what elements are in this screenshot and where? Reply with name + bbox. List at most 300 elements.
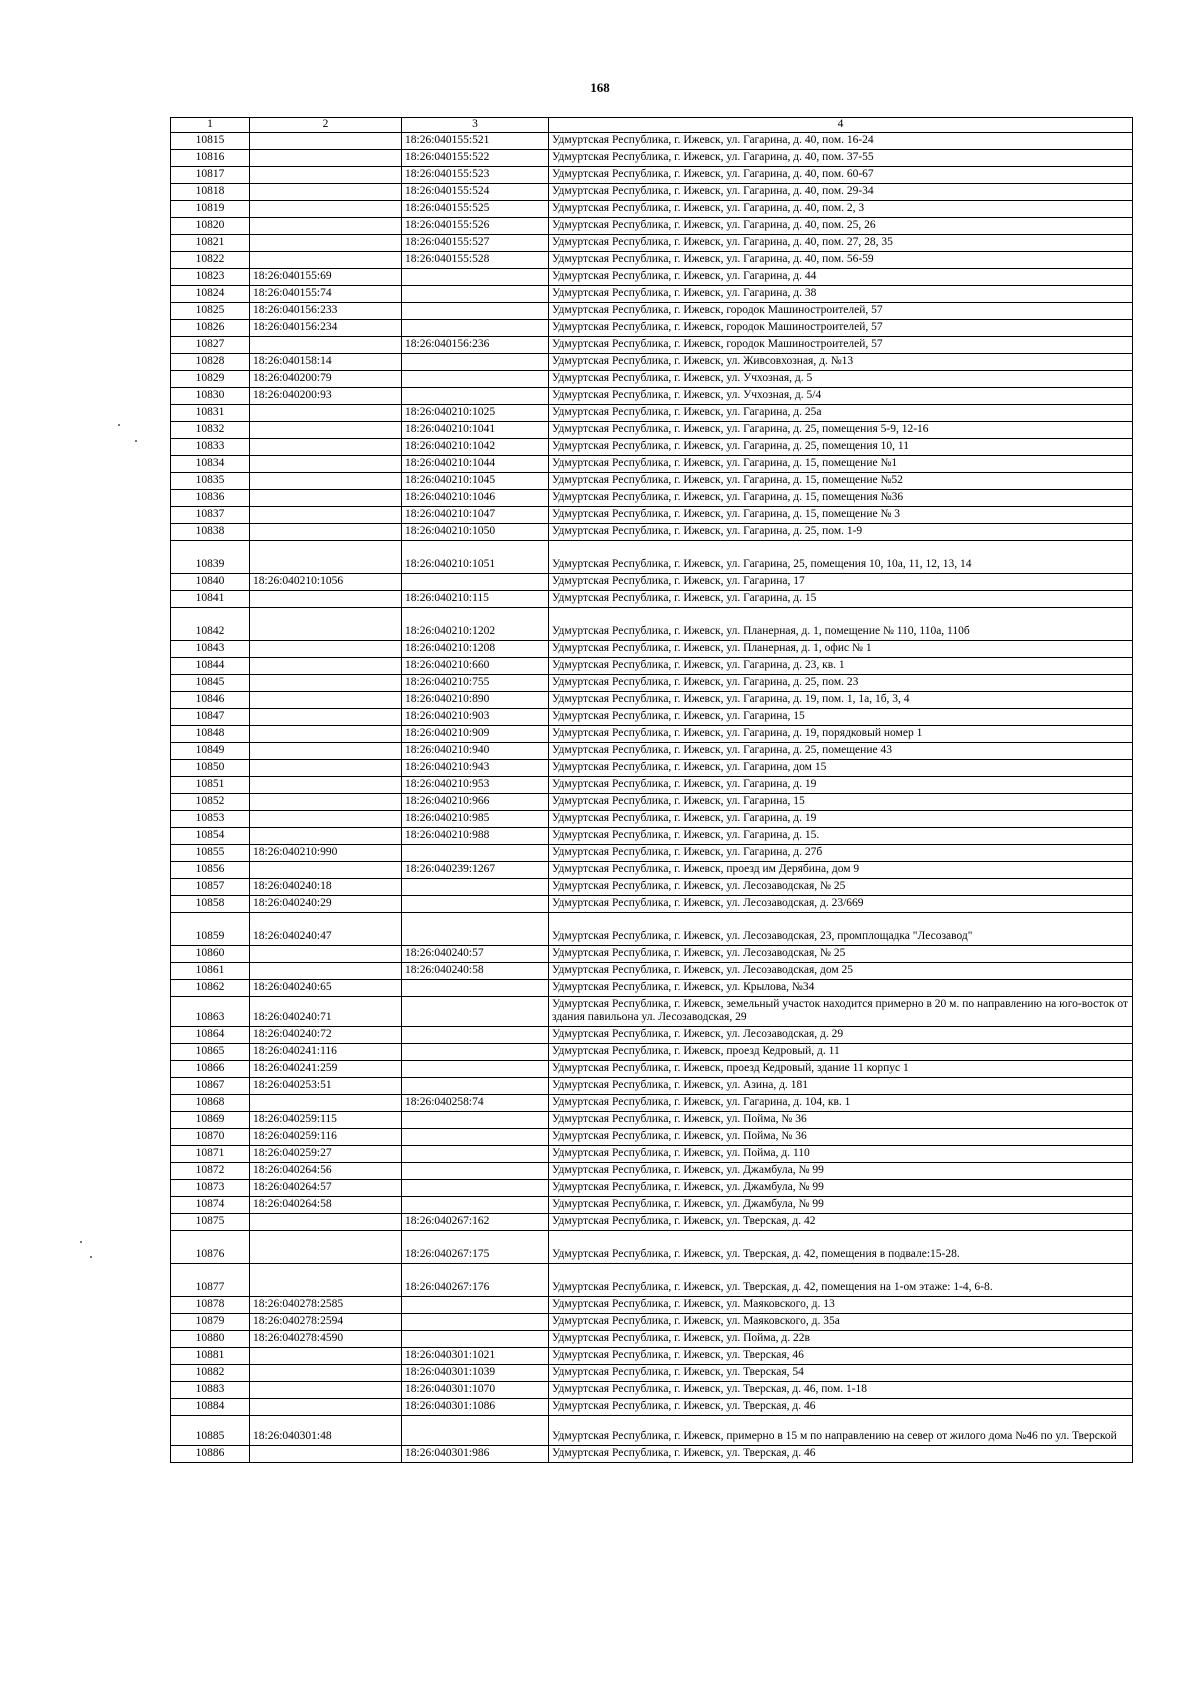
object-cadastral-number: 18:26:040240:57 <box>402 946 549 963</box>
land-cadastral-number: 18:26:040240:18 <box>250 879 402 896</box>
address: Удмуртская Республика, г. Ижевск, ул. Тверская, д. 46, пом. 1-18 <box>549 1382 1133 1399</box>
table-row <box>171 794 1133 811</box>
object-cadastral-number <box>402 388 549 405</box>
object-cadastral-number: 18:26:040210:1050 <box>402 524 549 541</box>
land-cadastral-number <box>250 252 402 269</box>
address: Удмуртская Республика, г. Ижевск, ул. Планерная, д. 1, помещение № 110, 110а, 110б <box>549 608 1133 641</box>
table-row <box>171 1264 1133 1297</box>
object-cadastral-number: 18:26:040210:1041 <box>402 422 549 439</box>
address: Удмуртская Республика, г. Ижевск, ул. Тверская, 54 <box>549 1365 1133 1382</box>
object-cadastral-number: 18:26:040267:175 <box>402 1231 549 1264</box>
column-header: 2 <box>250 118 402 133</box>
table-row <box>171 405 1133 422</box>
address: Удмуртская Республика, г. Ижевск, ул. Гагарина, д. 15, помещение № 3 <box>549 507 1133 524</box>
row-number: 10871 <box>171 1146 250 1163</box>
row-number: 10854 <box>171 828 250 845</box>
land-cadastral-number: 18:26:040240:71 <box>250 997 402 1027</box>
object-cadastral-number <box>402 1416 549 1446</box>
row-number: 10824 <box>171 286 250 303</box>
table-row <box>171 150 1133 167</box>
table-row <box>171 828 1133 845</box>
address: Удмуртская Республика, г. Ижевск, ул. Джамбула, № 99 <box>549 1180 1133 1197</box>
table-row <box>171 879 1133 896</box>
address: Удмуртская Республика, г. Ижевск, ул. Маяковского, д. 13 <box>549 1297 1133 1314</box>
object-cadastral-number: 18:26:040210:115 <box>402 591 549 608</box>
address: Удмуртская Республика, г. Ижевск, ул. Гагарина, д. 40, пом. 37-55 <box>549 150 1133 167</box>
object-cadastral-number: 18:26:040155:528 <box>402 252 549 269</box>
land-cadastral-number <box>250 167 402 184</box>
table-row <box>171 1399 1133 1416</box>
address: Удмуртская Республика, г. Ижевск, ул. Маяковского, д. 35а <box>549 1314 1133 1331</box>
table-row <box>171 167 1133 184</box>
object-cadastral-number <box>402 1180 549 1197</box>
object-cadastral-number: 18:26:040155:525 <box>402 201 549 218</box>
table-row <box>171 591 1133 608</box>
address: Удмуртская Республика, г. Ижевск, ул. Гагарина, 25, помещения 10, 10а, 11, 12, 13, 14 <box>549 541 1133 574</box>
object-cadastral-number: 18:26:040301:1021 <box>402 1348 549 1365</box>
table-row <box>171 456 1133 473</box>
address: Удмуртская Республика, г. Ижевск, ул. Учхозная, д. 5 <box>549 371 1133 388</box>
land-cadastral-number <box>250 1446 402 1463</box>
table-row <box>171 541 1133 574</box>
table-row <box>171 303 1133 320</box>
object-cadastral-number: 18:26:040155:524 <box>402 184 549 201</box>
address: Удмуртская Республика, г. Ижевск, ул. Джамбула, № 99 <box>549 1197 1133 1214</box>
address: Удмуртская Республика, г. Ижевск, ул. Учхозная, д. 5/4 <box>549 388 1133 405</box>
object-cadastral-number <box>402 1078 549 1095</box>
table-row <box>171 913 1133 946</box>
land-cadastral-number <box>250 456 402 473</box>
object-cadastral-number: 18:26:040210:1025 <box>402 405 549 422</box>
row-number: 10885 <box>171 1416 250 1446</box>
table-row <box>171 1146 1133 1163</box>
address: Удмуртская Республика, г. Ижевск, ул. Лесозаводская, № 25 <box>549 879 1133 896</box>
address: Удмуртская Республика, г. Ижевск, ул. Гагарина, д. 15 <box>549 591 1133 608</box>
object-cadastral-number: 18:26:040210:1047 <box>402 507 549 524</box>
object-cadastral-number: 18:26:040301:1070 <box>402 1382 549 1399</box>
row-number: 10866 <box>171 1061 250 1078</box>
land-cadastral-number <box>250 235 402 252</box>
land-cadastral-number: 18:26:040210:1056 <box>250 574 402 591</box>
land-cadastral-number <box>250 608 402 641</box>
land-cadastral-number <box>250 150 402 167</box>
land-cadastral-number <box>250 1399 402 1416</box>
table-row <box>171 574 1133 591</box>
table-row <box>171 1163 1133 1180</box>
table-row <box>171 354 1133 371</box>
object-cadastral-number: 18:26:040210:755 <box>402 675 549 692</box>
address: Удмуртская Республика, г. Ижевск, ул. Гагарина, д. 25, пом. 23 <box>549 675 1133 692</box>
object-cadastral-number: 18:26:040267:176 <box>402 1264 549 1297</box>
row-number: 10873 <box>171 1180 250 1197</box>
table-row <box>171 439 1133 456</box>
table-row <box>171 184 1133 201</box>
address: Удмуртская Республика, г. Ижевск, ул. Гагарина, д. 40, пом. 25, 26 <box>549 218 1133 235</box>
row-number: 10829 <box>171 371 250 388</box>
table-row <box>171 1382 1133 1399</box>
address: Удмуртская Республика, г. Ижевск, ул. Гагарина, д. 25, помещения 5-9, 12-16 <box>549 422 1133 439</box>
row-number: 10864 <box>171 1027 250 1044</box>
address: Удмуртская Республика, г. Ижевск, ул. Пойма, № 36 <box>549 1129 1133 1146</box>
row-number: 10861 <box>171 963 250 980</box>
row-number: 10826 <box>171 320 250 337</box>
land-cadastral-number <box>250 828 402 845</box>
address: Удмуртская Республика, г. Ижевск, ул. Гагарина, д. 15, помещение №1 <box>549 456 1133 473</box>
table-row <box>171 422 1133 439</box>
object-cadastral-number <box>402 1129 549 1146</box>
land-cadastral-number: 18:26:040259:27 <box>250 1146 402 1163</box>
row-number: 10844 <box>171 658 250 675</box>
row-number: 10869 <box>171 1112 250 1129</box>
address: Удмуртская Республика, г. Ижевск, ул. Тверская, д. 42, помещения на 1-ом этаже: 1-4, 6-8. <box>549 1264 1133 1297</box>
object-cadastral-number: 18:26:040301:986 <box>402 1446 549 1463</box>
object-cadastral-number: 18:26:040210:1051 <box>402 541 549 574</box>
object-cadastral-number <box>402 1027 549 1044</box>
table-row <box>171 726 1133 743</box>
land-cadastral-number <box>250 218 402 235</box>
table-row <box>171 997 1133 1027</box>
land-cadastral-number <box>250 1264 402 1297</box>
object-cadastral-number <box>402 997 549 1027</box>
table-row <box>171 709 1133 726</box>
land-cadastral-number <box>250 743 402 760</box>
row-number: 10860 <box>171 946 250 963</box>
object-cadastral-number: 18:26:040155:526 <box>402 218 549 235</box>
address: Удмуртская Республика, г. Ижевск, ул. Гагарина, 15 <box>549 794 1133 811</box>
land-cadastral-number <box>250 726 402 743</box>
table-row <box>171 1231 1133 1264</box>
object-cadastral-number: 18:26:040210:940 <box>402 743 549 760</box>
table-row <box>171 133 1133 150</box>
table-row <box>171 388 1133 405</box>
row-number: 10839 <box>171 541 250 574</box>
land-cadastral-number: 18:26:040301:48 <box>250 1416 402 1446</box>
row-number: 10819 <box>171 201 250 218</box>
object-cadastral-number <box>402 354 549 371</box>
land-cadastral-number <box>250 439 402 456</box>
scan-speck <box>118 424 120 426</box>
row-number: 10837 <box>171 507 250 524</box>
object-cadastral-number: 18:26:040240:58 <box>402 963 549 980</box>
land-cadastral-number: 18:26:040240:72 <box>250 1027 402 1044</box>
table-row <box>171 896 1133 913</box>
address: Удмуртская Республика, г. Ижевск, ул. Гагарина, д. 27б <box>549 845 1133 862</box>
address: Удмуртская Республика, г. Ижевск, проезд Кедровый, д. 11 <box>549 1044 1133 1061</box>
table-row <box>171 473 1133 490</box>
address: Удмуртская Республика, г. Ижевск, ул. Джамбула, № 99 <box>549 1163 1133 1180</box>
table-row <box>171 692 1133 709</box>
address: Удмуртская Республика, г. Ижевск, ул. Гагарина, д. 40, пом. 16-24 <box>549 133 1133 150</box>
object-cadastral-number: 18:26:040155:522 <box>402 150 549 167</box>
table-row <box>171 743 1133 760</box>
land-cadastral-number <box>250 184 402 201</box>
object-cadastral-number <box>402 1044 549 1061</box>
address: Удмуртская Республика, г. Ижевск, ул. Гагарина, дом 15 <box>549 760 1133 777</box>
row-number: 10875 <box>171 1214 250 1231</box>
row-number: 10846 <box>171 692 250 709</box>
row-number: 10853 <box>171 811 250 828</box>
row-number: 10834 <box>171 456 250 473</box>
address: Удмуртская Республика, г. Ижевск, проезд Кедровый, здание 11 корпус 1 <box>549 1061 1133 1078</box>
land-cadastral-number: 18:26:040240:47 <box>250 913 402 946</box>
table-row <box>171 777 1133 794</box>
row-number: 10884 <box>171 1399 250 1416</box>
row-number: 10878 <box>171 1297 250 1314</box>
land-cadastral-number: 18:26:040210:990 <box>250 845 402 862</box>
land-cadastral-number <box>250 675 402 692</box>
table-row <box>171 1348 1133 1365</box>
row-number: 10872 <box>171 1163 250 1180</box>
object-cadastral-number <box>402 879 549 896</box>
land-cadastral-number <box>250 422 402 439</box>
row-number: 10823 <box>171 269 250 286</box>
object-cadastral-number: 18:26:040210:890 <box>402 692 549 709</box>
table-row <box>171 845 1133 862</box>
land-cadastral-number: 18:26:040264:58 <box>250 1197 402 1214</box>
address: Удмуртская Республика, г. Ижевск, ул. Гагарина, д. 25а <box>549 405 1133 422</box>
object-cadastral-number: 18:26:040210:903 <box>402 709 549 726</box>
land-cadastral-number <box>250 1365 402 1382</box>
land-cadastral-number: 18:26:040156:234 <box>250 320 402 337</box>
row-number: 10851 <box>171 777 250 794</box>
address: Удмуртская Республика, г. Ижевск, городок Машиностроителей, 57 <box>549 337 1133 354</box>
land-cadastral-number: 18:26:040200:93 <box>250 388 402 405</box>
object-cadastral-number <box>402 1197 549 1214</box>
table-row <box>171 1129 1133 1146</box>
row-number: 10822 <box>171 252 250 269</box>
address: Удмуртская Республика, г. Ижевск, ул. Гагарина, д. 25, помещения 10, 11 <box>549 439 1133 456</box>
address: Удмуртская Республика, г. Ижевск, примерно в 15 м по направлению на север от жилого дома №46 по ул. Тверской <box>549 1416 1133 1446</box>
land-cadastral-number: 18:26:040264:56 <box>250 1163 402 1180</box>
address: Удмуртская Республика, г. Ижевск, ул. Гагарина, д. 15, помещение №52 <box>549 473 1133 490</box>
table-row <box>171 980 1133 997</box>
land-cadastral-number <box>250 760 402 777</box>
address: Удмуртская Республика, г. Ижевск, ул. Гагарина, д. 38 <box>549 286 1133 303</box>
row-number: 10883 <box>171 1382 250 1399</box>
land-cadastral-number <box>250 1382 402 1399</box>
table-row <box>171 1112 1133 1129</box>
scan-speck <box>135 440 137 442</box>
land-cadastral-number: 18:26:040278:2585 <box>250 1297 402 1314</box>
land-cadastral-number <box>250 133 402 150</box>
address: Удмуртская Республика, г. Ижевск, ул. Гагарина, д. 25, пом. 1-9 <box>549 524 1133 541</box>
row-number: 10840 <box>171 574 250 591</box>
table-row <box>171 1331 1133 1348</box>
address: Удмуртская Республика, г. Ижевск, ул. Гагарина, д. 15. <box>549 828 1133 845</box>
object-cadastral-number: 18:26:040258:74 <box>402 1095 549 1112</box>
table-row <box>171 1365 1133 1382</box>
land-cadastral-number <box>250 862 402 879</box>
object-cadastral-number: 18:26:040210:1046 <box>402 490 549 507</box>
land-cadastral-number <box>250 794 402 811</box>
land-cadastral-number <box>250 473 402 490</box>
land-cadastral-number: 18:26:040155:69 <box>250 269 402 286</box>
column-header: 4 <box>549 118 1133 133</box>
address: Удмуртская Республика, г. Ижевск, ул. Тверская, 46 <box>549 1348 1133 1365</box>
table-row <box>171 862 1133 879</box>
table-row <box>171 1214 1133 1231</box>
land-cadastral-number: 18:26:040240:65 <box>250 980 402 997</box>
table-row <box>171 286 1133 303</box>
table-row <box>171 201 1133 218</box>
address: Удмуртская Республика, г. Ижевск, ул. Гагарина, д. 15, помещения №36 <box>549 490 1133 507</box>
table-row <box>171 760 1133 777</box>
table-row <box>171 811 1133 828</box>
address: Удмуртская Республика, г. Ижевск, ул. Гагарина, д. 19 <box>549 811 1133 828</box>
address: Удмуртская Республика, г. Ижевск, ул. Гагарина, д. 104, кв. 1 <box>549 1095 1133 1112</box>
row-number: 10845 <box>171 675 250 692</box>
row-number: 10882 <box>171 1365 250 1382</box>
row-number: 10830 <box>171 388 250 405</box>
object-cadastral-number <box>402 896 549 913</box>
row-number: 10863 <box>171 997 250 1027</box>
row-number: 10825 <box>171 303 250 320</box>
land-cadastral-number <box>250 692 402 709</box>
row-number: 10855 <box>171 845 250 862</box>
row-number: 10852 <box>171 794 250 811</box>
row-number: 10843 <box>171 641 250 658</box>
row-number: 10847 <box>171 709 250 726</box>
address: Удмуртская Республика, г. Ижевск, ул. Живсовхозная, д. №13 <box>549 354 1133 371</box>
object-cadastral-number: 18:26:040155:521 <box>402 133 549 150</box>
table-row <box>171 1180 1133 1197</box>
table-row <box>171 269 1133 286</box>
address: Удмуртская Республика, г. Ижевск, ул. Гагарина, д. 40, пом. 60-67 <box>549 167 1133 184</box>
row-number: 10850 <box>171 760 250 777</box>
table-row <box>171 1078 1133 1095</box>
table-row <box>171 675 1133 692</box>
table-row <box>171 235 1133 252</box>
object-cadastral-number: 18:26:040210:988 <box>402 828 549 845</box>
row-number: 10821 <box>171 235 250 252</box>
object-cadastral-number: 18:26:040210:1202 <box>402 608 549 641</box>
address: Удмуртская Республика, г. Ижевск, проезд им Дерябина, дом 9 <box>549 862 1133 879</box>
address: Удмуртская Республика, г. Ижевск, городок Машиностроителей, 57 <box>549 320 1133 337</box>
land-cadastral-number: 18:26:040158:14 <box>250 354 402 371</box>
row-number: 10817 <box>171 167 250 184</box>
row-number: 10841 <box>171 591 250 608</box>
scan-speck <box>80 1241 82 1243</box>
land-cadastral-number <box>250 490 402 507</box>
table-row <box>171 218 1133 235</box>
address: Удмуртская Республика, г. Ижевск, ул. Крылова, №34 <box>549 980 1133 997</box>
land-cadastral-number <box>250 541 402 574</box>
object-cadastral-number: 18:26:040210:953 <box>402 777 549 794</box>
row-number: 10849 <box>171 743 250 760</box>
row-number: 10842 <box>171 608 250 641</box>
land-cadastral-number <box>250 337 402 354</box>
land-cadastral-number: 18:26:040156:233 <box>250 303 402 320</box>
row-number: 10862 <box>171 980 250 997</box>
address: Удмуртская Республика, г. Ижевск, ул. Гагарина, д. 19, пом. 1, 1а, 1б, 3, 4 <box>549 692 1133 709</box>
object-cadastral-number <box>402 574 549 591</box>
address: Удмуртская Республика, г. Ижевск, ул. Пойма, д. 22в <box>549 1331 1133 1348</box>
land-cadastral-number: 18:26:040259:116 <box>250 1129 402 1146</box>
row-number: 10867 <box>171 1078 250 1095</box>
address: Удмуртская Республика, г. Ижевск, ул. Гагарина, 15 <box>549 709 1133 726</box>
object-cadastral-number <box>402 303 549 320</box>
land-cadastral-number <box>250 777 402 794</box>
object-cadastral-number <box>402 1297 549 1314</box>
table-row <box>171 507 1133 524</box>
page-number: 168 <box>590 80 610 95</box>
row-number: 10836 <box>171 490 250 507</box>
land-cadastral-number: 18:26:040264:57 <box>250 1180 402 1197</box>
object-cadastral-number: 18:26:040267:162 <box>402 1214 549 1231</box>
row-number: 10831 <box>171 405 250 422</box>
table-row <box>171 658 1133 675</box>
land-cadastral-number: 18:26:040240:29 <box>250 896 402 913</box>
object-cadastral-number: 18:26:040210:1044 <box>402 456 549 473</box>
object-cadastral-number: 18:26:040210:660 <box>402 658 549 675</box>
land-cadastral-number <box>250 1214 402 1231</box>
object-cadastral-number <box>402 1061 549 1078</box>
address: Удмуртская Республика, г. Ижевск, ул. Гагарина, д. 19, порядковый номер 1 <box>549 726 1133 743</box>
address: Удмуртская Республика, г. Ижевск, ул. Пойма, д. 110 <box>549 1146 1133 1163</box>
land-cadastral-number <box>250 641 402 658</box>
table-row <box>171 1416 1133 1446</box>
row-number: 10833 <box>171 439 250 456</box>
land-cadastral-number: 18:26:040278:2594 <box>250 1314 402 1331</box>
table-row <box>171 1314 1133 1331</box>
land-cadastral-number <box>250 1348 402 1365</box>
table-body <box>171 133 1133 1463</box>
table-row <box>171 641 1133 658</box>
object-cadastral-number: 18:26:040155:523 <box>402 167 549 184</box>
object-cadastral-number <box>402 269 549 286</box>
row-number: 10827 <box>171 337 250 354</box>
column-header: 1 <box>171 118 250 133</box>
address: Удмуртская Республика, г. Ижевск, ул. Гагарина, д. 44 <box>549 269 1133 286</box>
table-row <box>171 963 1133 980</box>
land-cadastral-number <box>250 405 402 422</box>
table-row <box>171 490 1133 507</box>
object-cadastral-number: 18:26:040301:1086 <box>402 1399 549 1416</box>
scan-speck <box>90 1256 92 1258</box>
address: Удмуртская Республика, г. Ижевск, ул. Гагарина, д. 40, пом. 56-59 <box>549 252 1133 269</box>
address: Удмуртская Республика, г. Ижевск, ул. Лесозаводская, № 25 <box>549 946 1133 963</box>
object-cadastral-number <box>402 371 549 388</box>
table-row <box>171 1197 1133 1214</box>
row-number: 10886 <box>171 1446 250 1463</box>
address: Удмуртская Республика, г. Ижевск, ул. Лесозаводская, 23, промплощадка "Лесозавод" <box>549 913 1133 946</box>
row-number: 10816 <box>171 150 250 167</box>
object-cadastral-number: 18:26:040210:909 <box>402 726 549 743</box>
address: Удмуртская Республика, г. Ижевск, ул. Тверская, д. 46 <box>549 1446 1133 1463</box>
row-number: 10832 <box>171 422 250 439</box>
land-cadastral-number: 18:26:040259:115 <box>250 1112 402 1129</box>
object-cadastral-number <box>402 845 549 862</box>
table-row <box>171 320 1133 337</box>
table-row <box>171 337 1133 354</box>
land-cadastral-number <box>250 946 402 963</box>
land-cadastral-number <box>250 524 402 541</box>
row-number: 10858 <box>171 896 250 913</box>
address: Удмуртская Республика, г. Ижевск, ул. Азина, д. 181 <box>549 1078 1133 1095</box>
land-cadastral-number <box>250 1095 402 1112</box>
address: Удмуртская Республика, г. Ижевск, ул. Тверская, д. 42, помещения в подвале:15-28. <box>549 1231 1133 1264</box>
column-header: 3 <box>402 118 549 133</box>
land-cadastral-number <box>250 658 402 675</box>
object-cadastral-number <box>402 1112 549 1129</box>
address: Удмуртская Республика, г. Ижевск, ул. Пойма, № 36 <box>549 1112 1133 1129</box>
land-cadastral-number <box>250 591 402 608</box>
land-cadastral-number: 18:26:040200:79 <box>250 371 402 388</box>
row-number: 10880 <box>171 1331 250 1348</box>
row-number: 10818 <box>171 184 250 201</box>
table-row <box>171 524 1133 541</box>
address: Удмуртская Республика, г. Ижевск, ул. Лесозаводская, д. 23/669 <box>549 896 1133 913</box>
